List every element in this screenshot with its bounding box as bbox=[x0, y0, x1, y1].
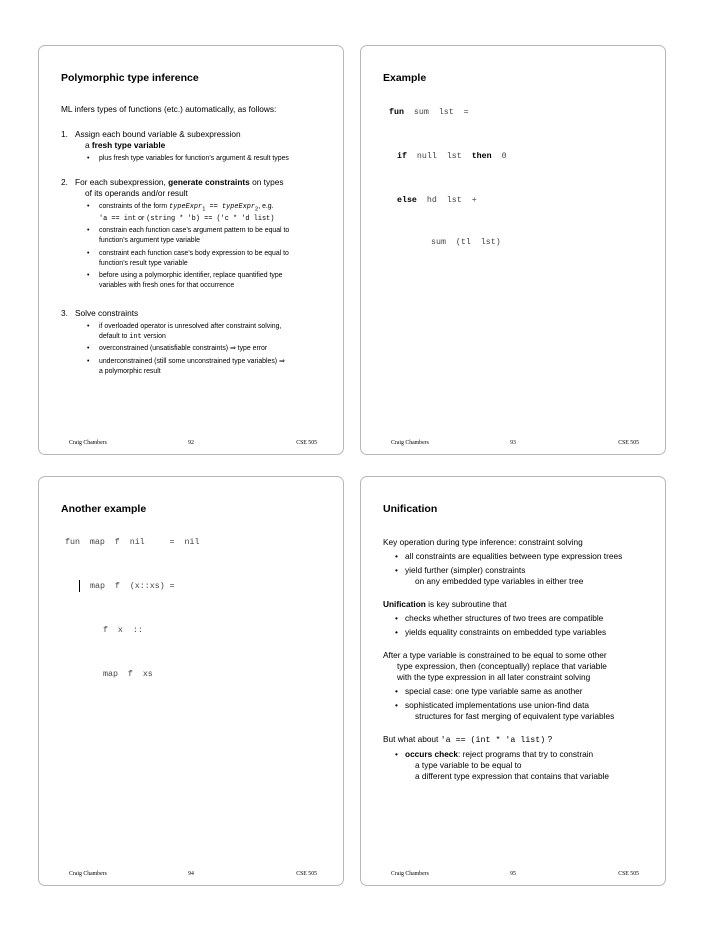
bullet-item: • sophisticated implementations use union-find data structures for fast merging of equivalent type variables bbox=[395, 700, 615, 721]
bullet-item: • constraint each function case’s body expression to be equal to function’s result type variable bbox=[87, 249, 289, 267]
slide-title: Example bbox=[383, 72, 427, 84]
bullet-item: • underconstrained (still some unconstrained type variables) ⇒ a polymorphic result bbox=[87, 357, 285, 375]
bullet-item: • special case: one type variable same as another bbox=[395, 686, 583, 696]
slide-example bbox=[360, 45, 666, 455]
bullet-item: • yields equality constraints on embedded type variables bbox=[395, 627, 607, 637]
slide-body: Key operation during type inference: constraint solving • all constraints are equalities between type expression trees • yield further (simpler) constraints on any embedded type variables in either tree Unification is key subroutine that • checks whether structures of two trees are compatible • yields equality constraints on embedded type variables After a type variable is constrained to be equal to some other type expression, then (conceptually) replace that variable with the type expression in all later constraint solving • special case: one type variable same as another • sophisticated implementations use union-find data structures for fast merging of equivalent type variables But what about 'a == (int * 'a list) ? • occurs check: reject programs that try to constrain a type variable to be equal to a different type expression that contains that variable bbox=[383, 537, 655, 785]
bullet-item: • yield further (simpler) constraints on any embedded type variables in either tree bbox=[395, 565, 584, 586]
code-line-4: map f xs bbox=[103, 670, 153, 679]
footer-page-number: 93 bbox=[510, 440, 516, 446]
footer-course: CSE 505 bbox=[296, 871, 317, 877]
code-line-3: f x :: bbox=[103, 626, 143, 635]
intro-text: ML infers types of functions (etc.) automatically, as follows: bbox=[61, 104, 277, 114]
footer-author: Craig Chambers bbox=[69, 871, 107, 877]
bullet-item: • plus fresh type variables for function’s argument & result types bbox=[87, 155, 289, 162]
bullet-item: • constrain each function case’s argument pattern to be equal to function’s argument type variable bbox=[87, 227, 290, 245]
code-line-1: fun sum lst = bbox=[389, 108, 469, 117]
footer-page-number: 92 bbox=[188, 440, 194, 446]
bullet-item: • if overloaded operator is unresolved after constraint solving, default to int version bbox=[87, 322, 282, 341]
bullet-item: • checks whether structures of two trees are compatible bbox=[395, 613, 604, 623]
code-line-3: else hd lst + bbox=[397, 196, 477, 205]
step-3: 3. Solve constraints bbox=[61, 307, 139, 318]
code-line-2: if null lst then 0 bbox=[397, 152, 507, 161]
pattern-bar bbox=[79, 580, 80, 592]
bullet-item: • constraints of the form typeExpr$_1$ == typeExpr$_2$, e.g. 'a == int or (string * 'b) == ('c * 'd list) bbox=[87, 202, 275, 223]
footer-course: CSE 505 bbox=[618, 871, 639, 877]
footer-author: Craig Chambers bbox=[69, 440, 107, 446]
step-1: 1. Assign each bound variable & subexpression a fresh type variable bbox=[61, 129, 241, 150]
footer-author: Craig Chambers bbox=[391, 440, 429, 446]
footer-page-number: 95 bbox=[510, 871, 516, 877]
bullet-item: • occurs check: reject programs that try to constrain a type variable to be equal to a different type expression that contains that variable bbox=[395, 749, 610, 781]
footer-author: Craig Chambers bbox=[391, 871, 429, 877]
code-line-4: sum (tl lst) bbox=[431, 238, 501, 247]
bullet-item: • overconstrained (unsatisfiable constraints) ⇒ type error bbox=[87, 345, 268, 353]
bullet-item: • before using a polymorphic identifier, replace quantified type variables with fresh ones for that occurrence bbox=[87, 272, 283, 290]
slide-polymorphic-type-inference bbox=[38, 45, 344, 455]
bullet-item: • all constraints are equalities between type expression trees bbox=[395, 551, 623, 561]
slide-title: Polymorphic type inference bbox=[61, 72, 199, 84]
code-line-2: map f (x::xs) = bbox=[79, 580, 175, 592]
slide-unification bbox=[360, 476, 666, 886]
slide-another-example bbox=[38, 476, 344, 886]
code-line-1: fun map f nil = nil bbox=[65, 538, 200, 547]
step-2: 2. For each subexpression, generate constraints on types of its operands and/or result bbox=[61, 176, 284, 198]
slide-body bbox=[61, 104, 333, 379]
footer-course: CSE 505 bbox=[618, 440, 639, 446]
slide-title: Unification bbox=[383, 503, 438, 515]
footer-page-number: 94 bbox=[188, 871, 194, 877]
slide-title: Another example bbox=[61, 503, 147, 515]
footer-course: CSE 505 bbox=[296, 440, 317, 446]
